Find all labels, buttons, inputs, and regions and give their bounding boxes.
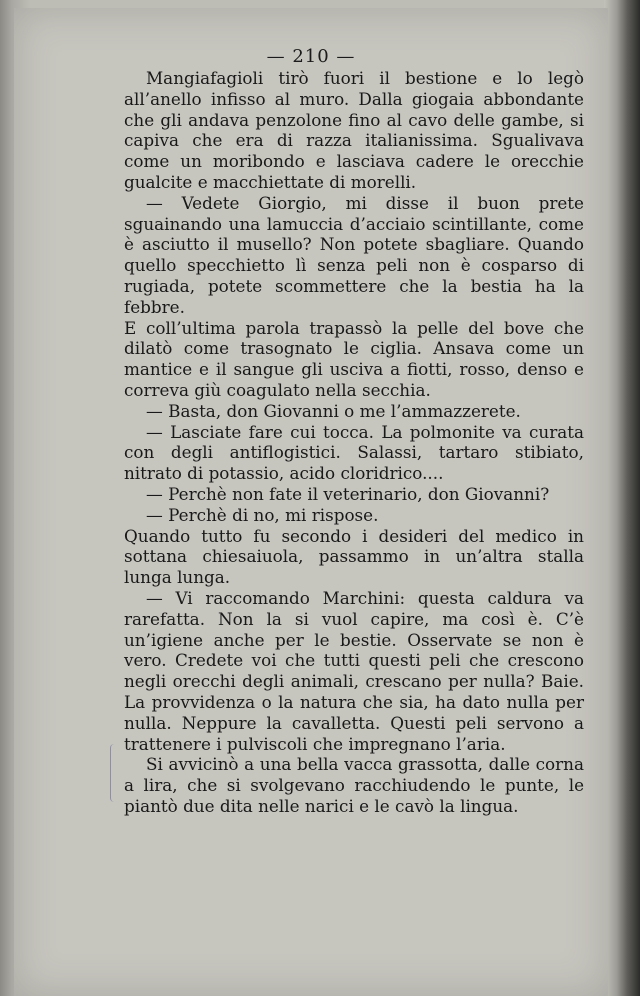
paragraph: — Basta, don Giovanni o me l’ammazzerete. bbox=[146, 400, 521, 421]
handwritten-margin-mark bbox=[110, 744, 121, 802]
body-text bbox=[124, 68, 584, 817]
paragraph: — Perchè di no, mi rispose. bbox=[146, 504, 379, 525]
paragraph: — Lasciate fare cui tocca. La polmonite va curata con degli antiflogistici. Salassi, tartaro stibiato, nitrato di potassio, acido cloridrico.... bbox=[124, 421, 584, 484]
paragraph: — Perchè non fate il veterinario, don Giovanni? bbox=[146, 483, 550, 504]
page-number: — 210 — bbox=[266, 46, 356, 67]
paragraph: — Vedete Giorgio, mi disse il buon prete sguainando una lamuccia d’acciaio scintillante, come è asciutto il musello? Non potete sbagliare. Quando quello specchietto lì senza peli non è cosparso di rugiada, potete scommettere che la bestia ha la febbre. bbox=[124, 192, 584, 317]
paragraph: — Vi raccomando Marchini: questa caldura va rarefatta. Non la si vuol capire, ma così è. C’è un’igiene anche per le bestie. Osservate se non è vero. Credete voi che tutti questi peli che crescono negli orecchi degli animali, crescano per nulla? Baie. La provvidenza o la natura che sia, ha dato nulla per nulla. Neppure la cavalletta. Questi peli servono a trattenere i pulviscoli che impregnano l’aria. bbox=[124, 587, 584, 754]
paragraph: Quando tutto fu secondo i desideri del medico in sottana chiesaiuola, passammo in un’altra stalla lunga lunga. bbox=[124, 525, 584, 588]
binding-shadow bbox=[604, 0, 640, 996]
paragraph: Mangiafagioli tirò fuori il bestione e lo legò all’anello infisso al muro. Dalla giogaia abbondante che gli andava penzolone fino al cavo delle gambe, si capiva che era di razza italianissima. Sgualivava come un moribondo e lasciava cadere le orecchie gualcite e macchiettate di morelli. bbox=[124, 68, 584, 192]
paragraph: E coll’ultima parola trapassò la pelle del bove che dilatò come trasognato le ciglia. Ansava come un mantice e il sangue gli usciva a fiotti, rosso, denso e correva giù coagulato nella secchia. bbox=[124, 317, 584, 400]
paragraph: Si avvicinò a una bella vacca grassotta, dalle corna a lira, che si svolgevano racchiudendo le punte, le piantò due dita nelle narici e le cavò la lingua. bbox=[124, 754, 584, 816]
